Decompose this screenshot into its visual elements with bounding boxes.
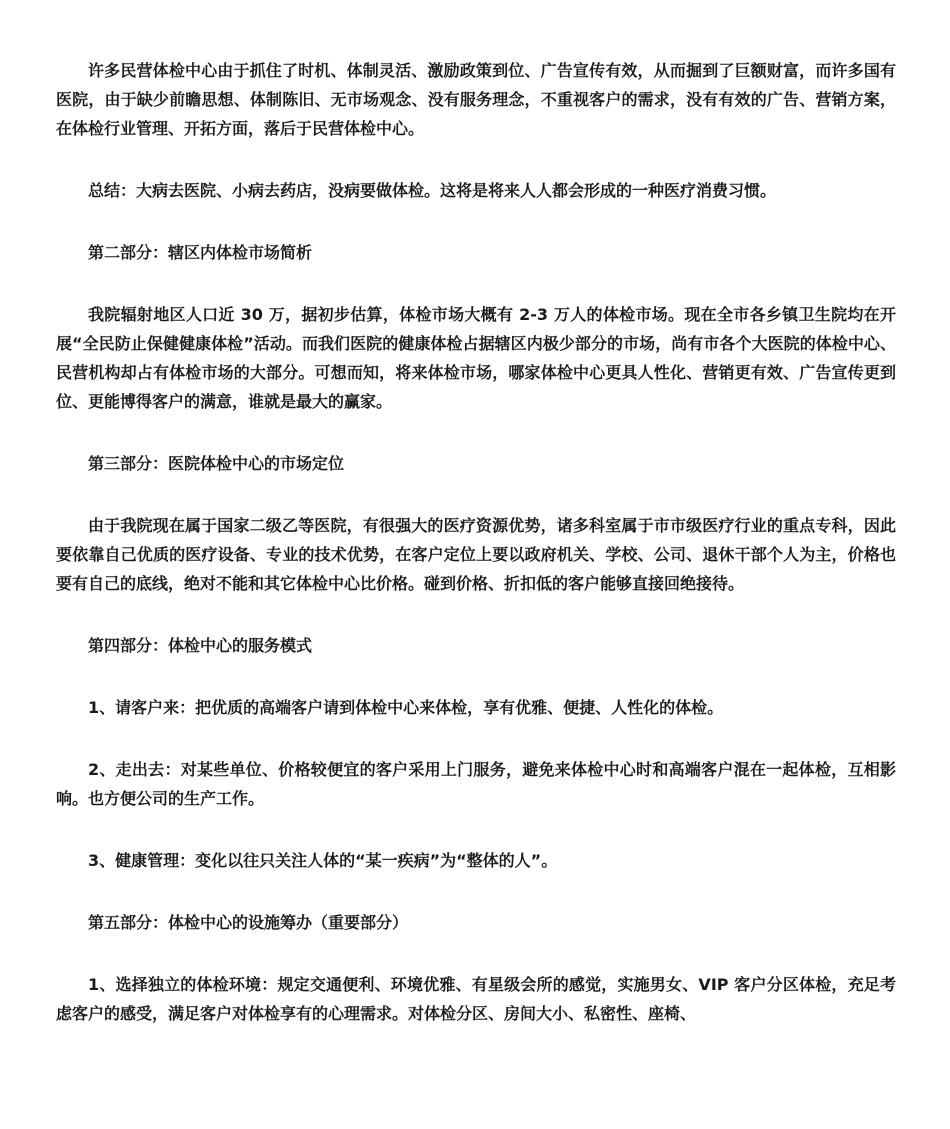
paragraph-summary: 总结：大病去医院、小病去药店，没病要做体检。这将是将来人人都会形成的一种医疗消费习惯。 [88, 181, 777, 200]
paragraph-service-outreach: 2、走出去：对某些单位、价格较便宜的客户采用上门服务，避免来体检中心时和高端客户混在一起体检，互相影响。也方便公司的生产工作。 [56, 760, 896, 808]
paragraph-market-analysis: 我院辐射地区人口近 30 万，据初步估算，体检市场大概有 2-3 万人的体检市场。现在全市各乡镇卫生院均在开展“全民防止保健健康体检”活动。而我们医院的健康体检占据辖区内极少部分的市场，尚有市各个大医院的体检中心、民营机构却占有体检市场的大部分。可想而知，将来体检市场，哪家体检中心更具人性化、营销更有效、广告宣传更到位、更能博得客户的满意，谁就是最大的赢家。 [56, 305, 896, 411]
paragraph-health-management: 3、健康管理：变化以往只关注人体的“某一疾病”为“整体的人”。 [88, 851, 558, 870]
section-heading-part-four: 第四部分：体检中心的服务模式 [88, 636, 313, 655]
paragraph-facility-environment: 1、选择独立的体检环境：规定交通便利、环境优雅、有星级会所的感觉，实施男女、VIP 客户分区体检，充足考虑客户的感受，满足客户对体检享有的心理需求。对体检分区、房间大小、私密性、座椅、 [56, 975, 896, 1023]
document-body [56, 56, 896, 1061]
section-heading-part-two: 第二部分：辖区内体检市场简析 [88, 243, 313, 262]
paragraph-private-centers: 许多民营体检中心由于抓住了时机、体制灵活、激励政策到位、广告宣传有效，从而掘到了巨额财富，而许多国有医院，由于缺少前瞻思想、体制陈旧、无市场观念、没有服务理念，不重视客户的需求，没有有效的广告、营销方案，在体检行业管理、开拓方面，落后于民营体检中心。 [56, 61, 896, 138]
paragraph-service-invite: 1、请客户来：把优质的高端客户请到体检中心来体检，享有优雅、便捷、人性化的体检。 [88, 698, 724, 717]
paragraph-market-positioning: 由于我院现在属于国家二级乙等医院，有很强大的医疗资源优势，诸多科室属于市市级医疗行业的重点专科，因此要依靠自己优质的医疗设备、专业的技术优势，在客户定位上要以政府机关、学校、公司、退休干部个人为主，价格也要有自己的底线，绝对不能和其它体检中心比价格。碰到价格、折扣低的客户能够直接回绝接待。 [56, 516, 896, 593]
section-heading-part-five: 第五部分：体检中心的设施筹办（重要部分） [88, 913, 409, 932]
section-heading-part-three: 第三部分：医院体检中心的市场定位 [88, 454, 345, 473]
